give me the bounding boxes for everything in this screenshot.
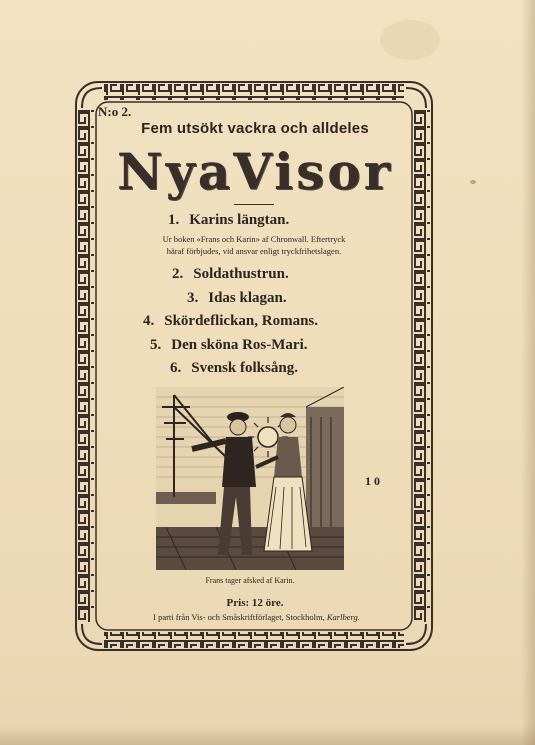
issue-number: N:o 2. (98, 104, 132, 119)
song-item-6 (170, 360, 298, 377)
page-number: 10 (365, 474, 383, 488)
song-title: Soldathustrun. (193, 266, 289, 282)
song-title: Skördeflickan, Romans. (164, 313, 319, 329)
song-title: Den sköna Ros-Mari. (171, 337, 308, 353)
paper-edge-shadow (521, 0, 535, 745)
subtitle: Fem utsökt vackra och alldeles (141, 120, 369, 137)
song-title: Idas klagan. (208, 290, 287, 306)
paper-bottom-shadow (0, 725, 535, 745)
song-item-1 (168, 212, 289, 229)
main-title: NyaVisor (117, 142, 393, 201)
song-item-2 (172, 266, 289, 283)
song-number: 2. (172, 266, 184, 282)
title-divider (234, 204, 274, 205)
woodcut-illustration (156, 387, 344, 570)
song-title: Karins längtan. (189, 212, 290, 228)
paper-stain (470, 180, 476, 184)
farewell-scene-illustration (156, 387, 344, 570)
publisher-text: I parti från Vis- och Småskriftförlaget, Stockholm, (153, 612, 325, 622)
paper-stain (380, 20, 440, 60)
song-item-4 (143, 313, 318, 330)
song-item-3 (187, 290, 287, 307)
publisher-place: Karlberg. (326, 612, 360, 622)
song-item-5 (150, 337, 308, 354)
source-note-line-1: Ur boken «Frans och Karin» af Chronwall. Eftertryck (162, 234, 346, 244)
song-number: 6. (170, 360, 182, 376)
publisher-line (104, 612, 409, 622)
price: Pris: 12 öre. (226, 597, 284, 609)
song-number: 4. (143, 313, 155, 329)
song-title: Svensk folksång. (191, 360, 298, 376)
song-number: 1. (168, 212, 180, 228)
song-number: 3. (187, 290, 199, 306)
source-note-line-2: häraf förbjudes, vid ansvar enligt tryckfrihetslagen. (166, 246, 342, 256)
song-number: 5. (150, 337, 162, 353)
illustration-caption: Frans tager afsked af Karin. (205, 576, 295, 585)
